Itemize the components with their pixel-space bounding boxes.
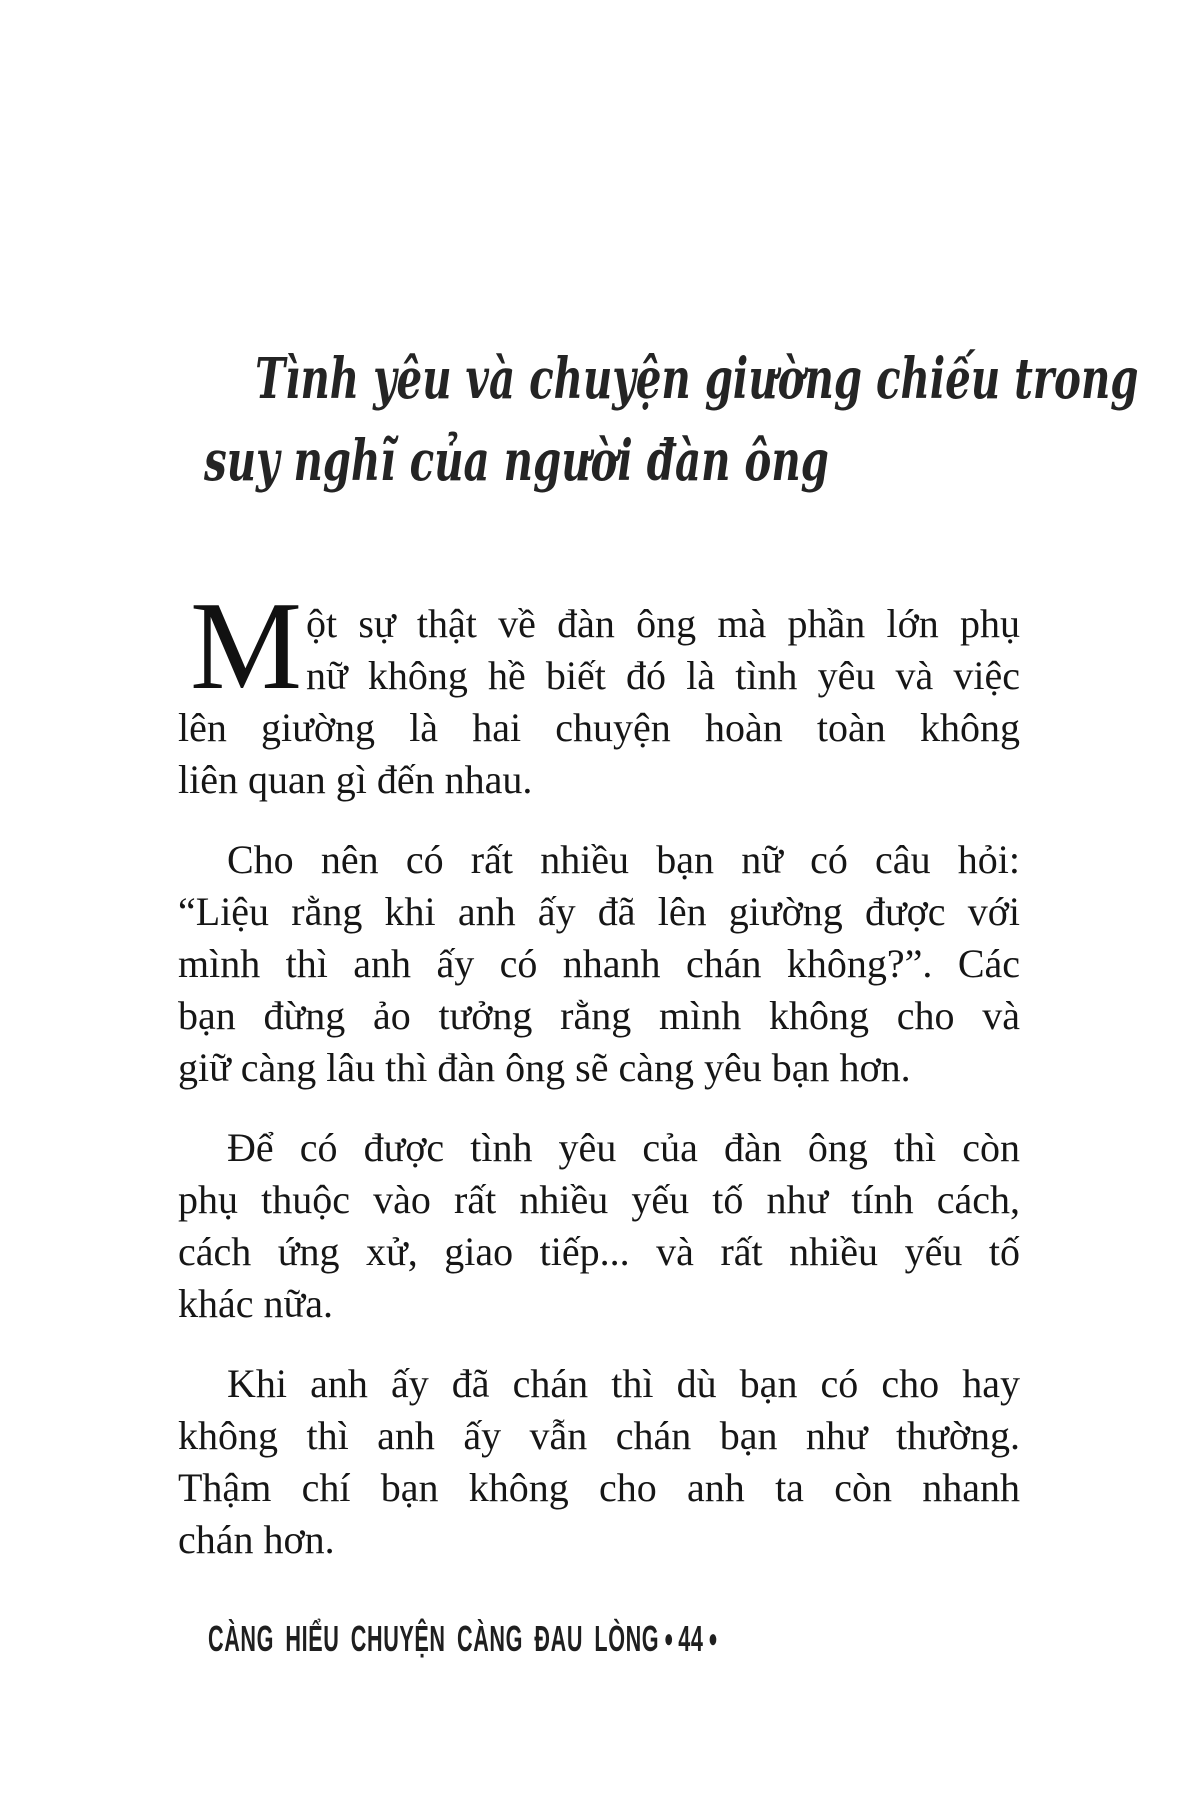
text-line: Thậm chí bạn không cho anh ta còn nhanh (178, 1465, 1020, 1510)
text-line: khác nữa. (178, 1281, 333, 1326)
text-line: chán hơn. (178, 1517, 335, 1562)
text-line: Cho nên có rất nhiều bạn nữ có câu hỏi: (227, 837, 1020, 882)
text-line: “Liệu rằng khi anh ấy đã lên giường được với (178, 889, 1020, 934)
footer-book-title: CÀNG HIỂU CHUYỆN CÀNG ĐAU LÒNG (208, 1618, 660, 1659)
text-line: Để có được tình yêu của đàn ông thì còn (227, 1125, 1020, 1170)
body-text (178, 577, 1020, 1566)
text-line: Khi anh ấy đã chán thì dù bạn có cho hay (227, 1361, 1020, 1406)
chapter-title-line-2: suy nghĩ của người đàn ông (204, 428, 829, 494)
footer-bullet-icon: ● (708, 1623, 718, 1653)
footer-page-number: 44 (678, 1618, 704, 1659)
text-line: cách ứng xử, giao tiếp... và rất nhiều yếu tố (178, 1229, 1020, 1274)
page-footer (208, 1618, 723, 1660)
text-line: lên giường là hai chuyện hoàn toàn không (178, 705, 1020, 750)
footer-bullet-icon: ● (664, 1623, 674, 1653)
drop-cap: M (190, 577, 303, 716)
text-line: ột sự thật về đàn ông mà phần lớn phụ (306, 601, 1020, 646)
text-line: mình thì anh ấy có nhanh chán không?”. Các (178, 941, 1020, 986)
text-line: bạn đừng ảo tưởng rằng mình không cho và (178, 993, 1020, 1038)
paragraph (178, 577, 1020, 806)
chapter-title-line-1: Tình yêu và chuyện giường chiếu trong (255, 346, 1139, 412)
paragraph (178, 1122, 1020, 1330)
text-line: phụ thuộc vào rất nhiều yếu tố như tính cách, (178, 1177, 1020, 1222)
chapter-title (204, 338, 1200, 502)
paragraph (178, 834, 1020, 1094)
paragraph (178, 1358, 1020, 1566)
text-line: giữ càng lâu thì đàn ông sẽ càng yêu bạn hơn. (178, 1045, 911, 1090)
text-line: không thì anh ấy vẫn chán bạn như thường. (178, 1413, 1020, 1458)
text-line: liên quan gì đến nhau. (178, 757, 533, 802)
text-line: nữ không hề biết đó là tình yêu và việc (306, 653, 1020, 698)
